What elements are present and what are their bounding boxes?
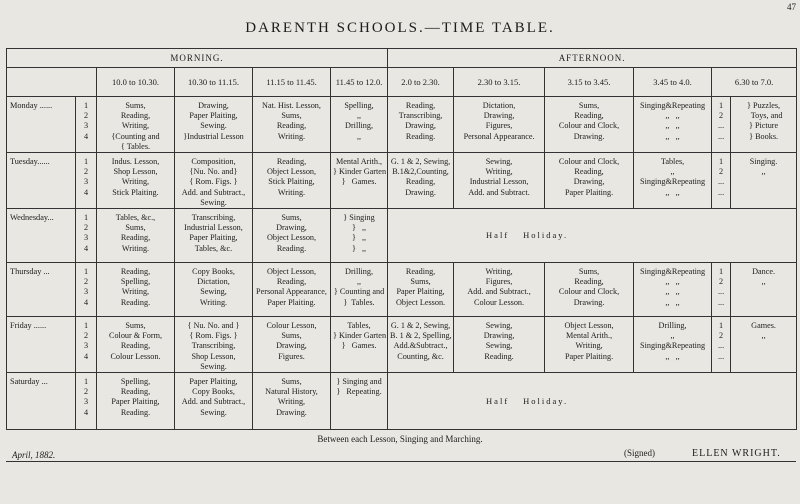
day-name bbox=[7, 263, 76, 317]
evening-cell-text: } Puzzles, Toys, and } Picture } Books. bbox=[747, 101, 783, 141]
lesson-cell bbox=[634, 97, 712, 153]
evening-cell bbox=[731, 317, 797, 373]
evening-numbers bbox=[712, 153, 731, 209]
holiday-label: Holiday. bbox=[523, 230, 569, 241]
lesson-cell-text: Sums, Drawing, Object Lesson, Reading. bbox=[266, 213, 317, 253]
lesson-cell-text: Sums, Reading, Writing, {Counting and { Tables. bbox=[111, 101, 160, 151]
lesson-cell bbox=[253, 263, 331, 317]
bottom-rule bbox=[6, 461, 796, 462]
day-header-blank bbox=[7, 68, 97, 97]
lesson-cell bbox=[454, 97, 545, 153]
lesson-cell bbox=[634, 317, 712, 373]
evening-cell-text: Games. ,, bbox=[751, 321, 776, 341]
lesson-cell-text: } Singing } ,, } ,, } ,, bbox=[343, 213, 375, 253]
evening-numbers-text: 1 2 ... ... bbox=[717, 321, 725, 361]
signed-label: (Signed) bbox=[624, 448, 655, 458]
timetable-body bbox=[7, 97, 797, 430]
lesson-cell-text: Object Lesson, Reading, Personal Appearance, Paper Plaiting. bbox=[256, 267, 327, 307]
lesson-cell bbox=[331, 373, 388, 430]
lesson-numbers bbox=[76, 263, 97, 317]
page-number: 47 bbox=[787, 2, 796, 12]
lesson-cell bbox=[388, 317, 454, 373]
lesson-numbers-text: 1 2 3 4 bbox=[83, 321, 89, 361]
lesson-cell bbox=[331, 209, 388, 263]
lesson-cell-text: Copy Books, Dictation, Sewing, Writing. bbox=[192, 267, 235, 307]
lesson-cell-text: Spelling, ,, Drilling, ,, bbox=[344, 101, 374, 141]
lesson-cell bbox=[545, 97, 634, 153]
evening-numbers-text: 1 2 ... ... bbox=[717, 101, 725, 141]
afternoon-header: AFTERNOON. bbox=[388, 49, 797, 68]
lesson-cell-text: Writing, Figures, Add. and Subtract., Colour Lesson. bbox=[467, 267, 531, 307]
day-name bbox=[7, 97, 76, 153]
day-row bbox=[7, 209, 797, 263]
lesson-numbers-text: 1 2 3 4 bbox=[83, 157, 89, 197]
time-column-header: 3.45 to 4.0. bbox=[634, 68, 712, 97]
day-name-text: Thursday ... bbox=[10, 267, 50, 277]
evening-cell bbox=[731, 263, 797, 317]
lesson-cell-text: Sums, Colour & Form, Reading, Colour Lesson. bbox=[109, 321, 162, 361]
lesson-cell-text: Tables, ,, Singing&Repeating ,, ,, bbox=[640, 157, 706, 197]
lesson-cell-text: Sewing, Writing, Industrial Lesson, Add. and Subtract. bbox=[468, 157, 530, 197]
day-name bbox=[7, 153, 76, 209]
lesson-cell bbox=[253, 153, 331, 209]
day-row bbox=[7, 373, 797, 430]
lesson-numbers bbox=[76, 153, 97, 209]
lesson-cell bbox=[175, 209, 253, 263]
evening-cell-text: Singing. ,, bbox=[749, 157, 778, 177]
lesson-numbers bbox=[76, 317, 97, 373]
evening-numbers-text: 1 2 ... ... bbox=[717, 267, 725, 307]
evening-numbers bbox=[712, 97, 731, 153]
lesson-numbers bbox=[76, 209, 97, 263]
time-column-header: 3.15 to 3.45. bbox=[545, 68, 634, 97]
day-row bbox=[7, 317, 797, 373]
lesson-cell-text: Colour Lesson, Sums, Drawing, Figures. bbox=[266, 321, 317, 361]
lesson-cell bbox=[175, 263, 253, 317]
lesson-cell bbox=[97, 373, 175, 430]
lesson-cell-text: G. 1 & 2, Sewing, B. 1 & 2, Spelling, Add.&Subtract., Counting, &c. bbox=[390, 321, 452, 361]
time-column-header: 2.30 to 3.15. bbox=[454, 68, 545, 97]
lesson-cell-text: Mental Arith., } Kinder Garten } Games. bbox=[333, 157, 387, 187]
day-name bbox=[7, 209, 76, 263]
day-row bbox=[7, 263, 797, 317]
lesson-cell bbox=[388, 97, 454, 153]
day-name-text: Friday ...... bbox=[10, 321, 47, 331]
lesson-cell bbox=[388, 263, 454, 317]
timetable bbox=[6, 48, 797, 430]
lesson-cell bbox=[454, 153, 545, 209]
lesson-numbers-text: 1 2 3 4 bbox=[83, 267, 89, 307]
lesson-cell-text: Colour and Clock, Reading, Drawing, Paper Plaiting. bbox=[558, 157, 620, 197]
day-row bbox=[7, 153, 797, 209]
day-name bbox=[7, 317, 76, 373]
lesson-numbers-text: 1 2 3 4 bbox=[83, 377, 89, 417]
lesson-cell bbox=[97, 97, 175, 153]
lesson-cell bbox=[331, 317, 388, 373]
half-holiday-cell bbox=[388, 209, 797, 263]
half-label: Half bbox=[486, 230, 510, 241]
lesson-cell bbox=[634, 263, 712, 317]
half-label: Half bbox=[486, 395, 510, 406]
lesson-cell-text: Singing&Repeating ,, ,, ,, ,, ,, ,, bbox=[640, 267, 706, 307]
half-holiday-cell bbox=[388, 373, 797, 430]
day-name bbox=[7, 373, 76, 430]
lesson-cell bbox=[634, 153, 712, 209]
lesson-cell bbox=[175, 317, 253, 373]
lesson-cell bbox=[388, 153, 454, 209]
lesson-cell bbox=[545, 263, 634, 317]
lesson-cell bbox=[97, 317, 175, 373]
time-column-header: 2.0 to 2.30. bbox=[388, 68, 454, 97]
day-name-text: Tuesday...... bbox=[10, 157, 50, 167]
lesson-cell-text: Transcribing, Industrial Lesson, Paper Plaiting, Tables, &c. bbox=[184, 213, 243, 253]
evening-cell-text: Dance. ,, bbox=[752, 267, 776, 287]
lesson-cell-text: Sums, Natural History, Writing, Drawing. bbox=[265, 377, 318, 417]
lesson-cell bbox=[253, 317, 331, 373]
lesson-cell-text: Reading, Transcribing, Drawing, Reading. bbox=[398, 101, 443, 141]
evening-numbers bbox=[712, 317, 731, 373]
lesson-cell-text: Drilling, ,, Singing&Repeating ,, ,, bbox=[640, 321, 706, 361]
lesson-cell-text: Composition, {Nu. No. and} { Rom. Figs. } Add. and Subtract., Sewing. bbox=[181, 157, 246, 207]
lesson-numbers bbox=[76, 97, 97, 153]
day-name-text: Wednesday... bbox=[10, 213, 54, 223]
date: April, 1882. bbox=[12, 450, 56, 460]
lesson-cell bbox=[97, 153, 175, 209]
evening-cell bbox=[731, 153, 797, 209]
day-row bbox=[7, 97, 797, 153]
lesson-cell bbox=[454, 263, 545, 317]
lesson-cell-text: Spelling, Reading, Paper Plaiting, Reading. bbox=[111, 377, 160, 417]
evening-numbers-text: 1 2 ... ... bbox=[717, 157, 725, 197]
lesson-cell-text: } Singing and } Repeating. bbox=[336, 377, 382, 397]
time-column-header: 11.15 to 11.45. bbox=[253, 68, 331, 97]
time-column-header: 11.45 to 12.0. bbox=[331, 68, 388, 97]
evening-cell bbox=[731, 97, 797, 153]
lesson-cell bbox=[97, 209, 175, 263]
lesson-cell bbox=[175, 153, 253, 209]
lesson-cell bbox=[175, 373, 253, 430]
day-name-text: Monday ...... bbox=[10, 101, 53, 110]
lesson-cell bbox=[253, 209, 331, 263]
time-columns-row bbox=[7, 68, 797, 97]
lesson-cell-text: Sewing, Drawing, Sewing, Reading. bbox=[483, 321, 515, 361]
lesson-cell-text: Tables, } Kinder Garten } Games. bbox=[333, 321, 387, 351]
time-column-header: 10.30 to 11.15. bbox=[175, 68, 253, 97]
evening-numbers bbox=[712, 263, 731, 317]
lesson-cell-text: { Nu. No. and } { Rom. Figs. } Transcribing, Shop Lesson, Sewing. bbox=[187, 321, 240, 371]
lesson-numbers bbox=[76, 373, 97, 430]
lesson-cell-text: Reading, Object Lesson, Stick Plaiting, Writing. bbox=[266, 157, 317, 197]
lesson-cell bbox=[545, 317, 634, 373]
lesson-cell-text: Sums, Reading, Colour and Clock, Drawing. bbox=[558, 101, 620, 141]
lesson-cell-text: Drawing, Paper Plaiting, Sewing. }Industrial Lesson bbox=[183, 101, 244, 141]
lesson-cell-text: Dictation, Drawing, Figures, Personal Appearance. bbox=[463, 101, 535, 141]
lesson-numbers-text: 1 2 3 4 bbox=[83, 213, 89, 253]
lesson-cell bbox=[454, 317, 545, 373]
lesson-cell-text: Reading, Sums, Paper Plaiting, Object Lesson. bbox=[395, 267, 446, 307]
signer-name: ELLEN WRIGHT. bbox=[692, 448, 781, 459]
lesson-cell bbox=[97, 263, 175, 317]
lesson-cell bbox=[331, 263, 388, 317]
lesson-cell bbox=[545, 153, 634, 209]
lesson-cell-text: Object Lesson, Mental Arith., Writing, Paper Plaiting. bbox=[564, 321, 614, 361]
lesson-cell bbox=[253, 373, 331, 430]
lesson-cell-text: Drilling, ,, } Counting and } Tables. bbox=[333, 267, 385, 307]
lesson-cell-text: Indus. Lesson, Shop Lesson, Writing, Stick Plaiting. bbox=[111, 157, 160, 197]
page-title: DARENTH SCHOOLS.—TIME TABLE. bbox=[245, 20, 555, 36]
lesson-cell-text: Singing&Repeating ,, ,, ,, ,, ,, ,, bbox=[640, 101, 706, 141]
lesson-cell-text: G. 1 & 2, Sewing, B.1&2,Counting, Reading, Drawing. bbox=[390, 157, 451, 197]
time-column-header: 10.0 to 10.30. bbox=[97, 68, 175, 97]
lesson-numbers-text: 1 2 3 4 bbox=[83, 101, 89, 141]
holiday-label: Holiday. bbox=[523, 395, 569, 406]
lesson-cell-text: Tables, &c., Sums, Reading, Writing. bbox=[115, 213, 156, 253]
morning-header: MORNING. bbox=[7, 49, 388, 68]
lesson-cell-text: Sums, Reading, Colour and Clock, Drawing. bbox=[558, 267, 620, 307]
lesson-cell-text: Nat. Hist. Lesson, Sums, Reading, Writing. bbox=[262, 101, 321, 141]
lesson-cell-text: Paper Plaiting, Copy Books, Add. and Subtract., Sewing. bbox=[181, 377, 246, 417]
day-name-text: Saturday ... bbox=[10, 377, 48, 387]
lesson-cell bbox=[331, 153, 388, 209]
footer-note: Between each Lesson, Singing and Marching. bbox=[317, 434, 483, 444]
lesson-cell bbox=[175, 97, 253, 153]
lesson-cell-text: Reading, Spelling, Writing, Reading. bbox=[120, 267, 151, 307]
lesson-cell bbox=[331, 97, 388, 153]
lesson-cell bbox=[253, 97, 331, 153]
time-column-header: 6.30 to 7.0. bbox=[712, 68, 797, 97]
